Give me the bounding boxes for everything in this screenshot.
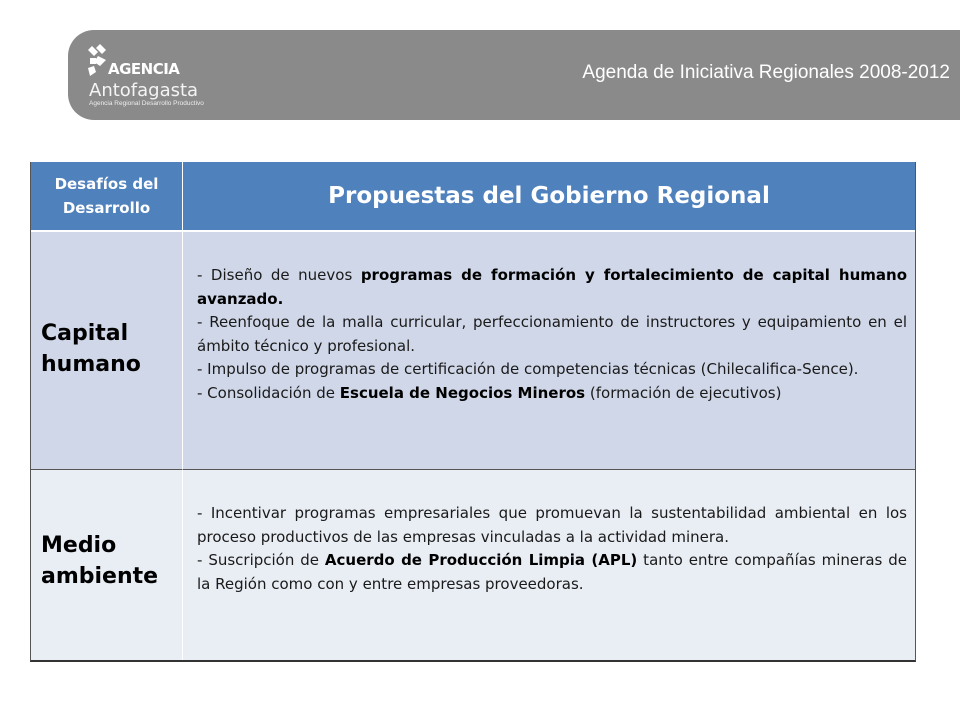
- table-header-challenges-label: Desafíos del Desarrollo: [54, 175, 159, 217]
- item-text: - Suscripción de: [197, 551, 325, 569]
- item-text: - Consolidación de: [197, 383, 340, 402]
- item-text: - Incentivar programas empresariales que promuevan la sustentabilidad ambiental en los proceso productivos de las empresas vinculadas a la actividad minera.: [197, 504, 907, 546]
- row-content: [197, 502, 907, 596]
- list-item: [197, 502, 907, 549]
- item-bold-text: programas de formación y fortalecimiento de capital humano avanzado.: [197, 266, 907, 308]
- table-header-proposals-label: Propuestas del Gobierno Regional: [328, 183, 770, 209]
- row-label-line: ambiente: [41, 564, 159, 589]
- list-item: [197, 311, 907, 358]
- row-label-cell: [31, 232, 183, 470]
- list-item: [197, 264, 907, 311]
- item-text: - Reenfoque de la malla curricular, perfeccionamiento de instructores y equipamiento en el ámbito técnico y profesional.: [197, 313, 907, 355]
- list-item: [197, 549, 907, 596]
- row-content: [197, 264, 907, 405]
- table-header-challenges: [31, 162, 183, 232]
- logo-name-text: Antofagasta: [89, 80, 199, 101]
- item-text: tanto entre compañías mineras de la Región como con y entre empresas proveedoras.: [197, 551, 907, 593]
- row-label-line: Medio: [41, 533, 117, 558]
- item-text: - Impulso de programas de certificación de competencias técnicas (Chilecalifica-Sence).: [197, 360, 859, 378]
- row-label-line: humano: [41, 352, 141, 377]
- row-content-cell: [183, 470, 915, 660]
- agencia-antofagasta-logo: [86, 44, 216, 110]
- item-bold-text: Acuerdo de Producción Limpia (APL): [324, 551, 638, 569]
- row-label: [41, 530, 158, 592]
- list-item: [197, 382, 907, 406]
- item-bold-text: Escuela de Negocios Mineros: [339, 383, 586, 402]
- row-content-cell: [183, 232, 915, 470]
- row-label: [41, 318, 141, 380]
- item-text: - Diseño de nuevos: [197, 266, 361, 284]
- item-text: (formación de ejecutivos): [585, 383, 782, 402]
- logo-agencia-text: AGENCIA: [108, 60, 180, 78]
- table-header-proposals: [183, 162, 915, 232]
- row-label-cell: [31, 470, 183, 660]
- logo-subtitle-text: Agencia Regional Desarrollo Productivo: [89, 100, 204, 107]
- page-title: Agenda de Iniciativa Regionales 2008-2012: [582, 62, 950, 83]
- list-item: [197, 358, 907, 382]
- row-label-line: Capital: [41, 321, 129, 346]
- proposals-table: [30, 162, 916, 662]
